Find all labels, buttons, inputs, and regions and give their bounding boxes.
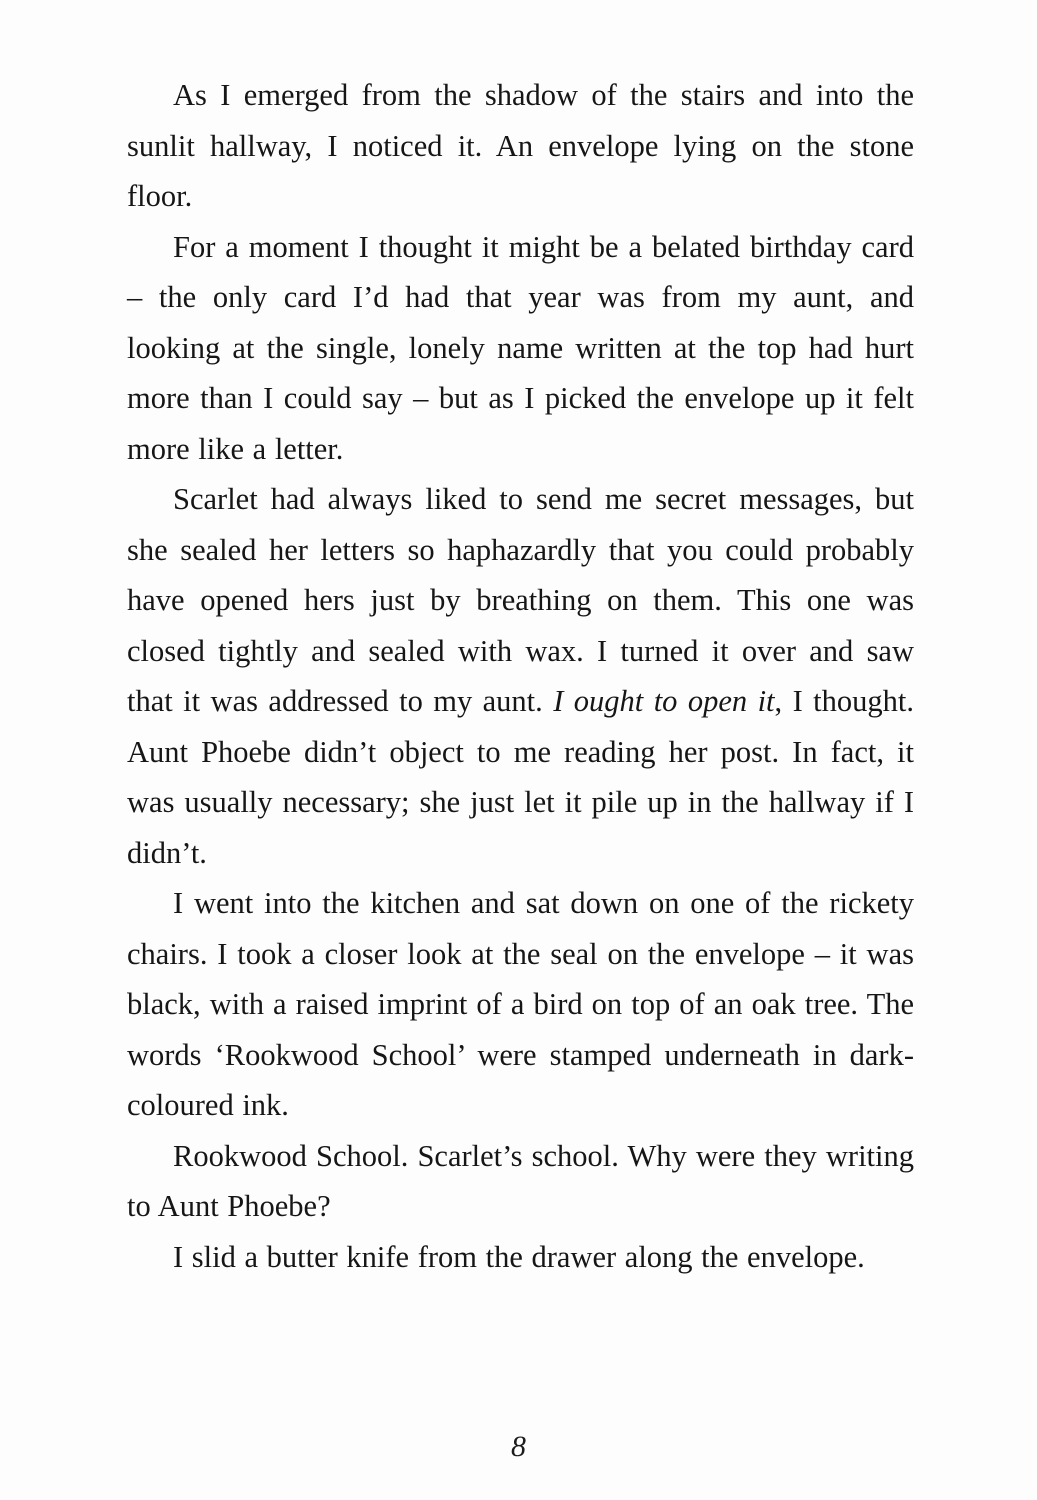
body-text: Rookwood School. Scarlet’s school. Why were they writing to Aunt Phoebe? — [127, 1138, 914, 1223]
paragraph — [127, 474, 914, 878]
body-text: , I thought. Aunt Phoebe didn’t object to me reading her post. In fact, it was usually necessary; she just let it pile up in the hallway if I didn’t. — [127, 684, 914, 870]
paragraph — [127, 878, 914, 1131]
body-text: Scarlet had always liked to send me secret messages, but she sealed her letters so haphazardly that you could probably have opened hers just by breathing on them. This one was closed tightly and sealed with wax. I turned it over and saw that it was addressed to my aunt. — [127, 482, 914, 718]
page-number: 8 — [511, 1430, 526, 1463]
text-block — [127, 70, 914, 1282]
paragraph — [127, 70, 914, 222]
body-text: I went into the kitchen and sat down on one of the rickety chairs. I took a closer look at the seal on the envelope – it was black, with a raised imprint of a bird on top of an oak tree. The words ‘Rookwood School’ were stamped underneath in dark-coloured ink. — [127, 886, 914, 1122]
body-text: I slid a butter knife from the drawer along the envelope. — [173, 1239, 865, 1274]
paragraph — [127, 1131, 914, 1232]
body-text: As I emerged from the shadow of the stairs and into the sunlit hallway, I noticed it. An envelope lying on the stone floor. — [127, 78, 914, 213]
paragraph — [127, 1232, 914, 1283]
paragraph — [127, 222, 914, 475]
body-text: For a moment I thought it might be a belated birthday card – the only card I’d had that year was from my aunt, and looking at the single, lonely name written at the top had hurt more than I could say – but as I picked the envelope up it felt more like a letter. — [127, 229, 914, 466]
italic-text: I ought to open it — [553, 684, 775, 718]
